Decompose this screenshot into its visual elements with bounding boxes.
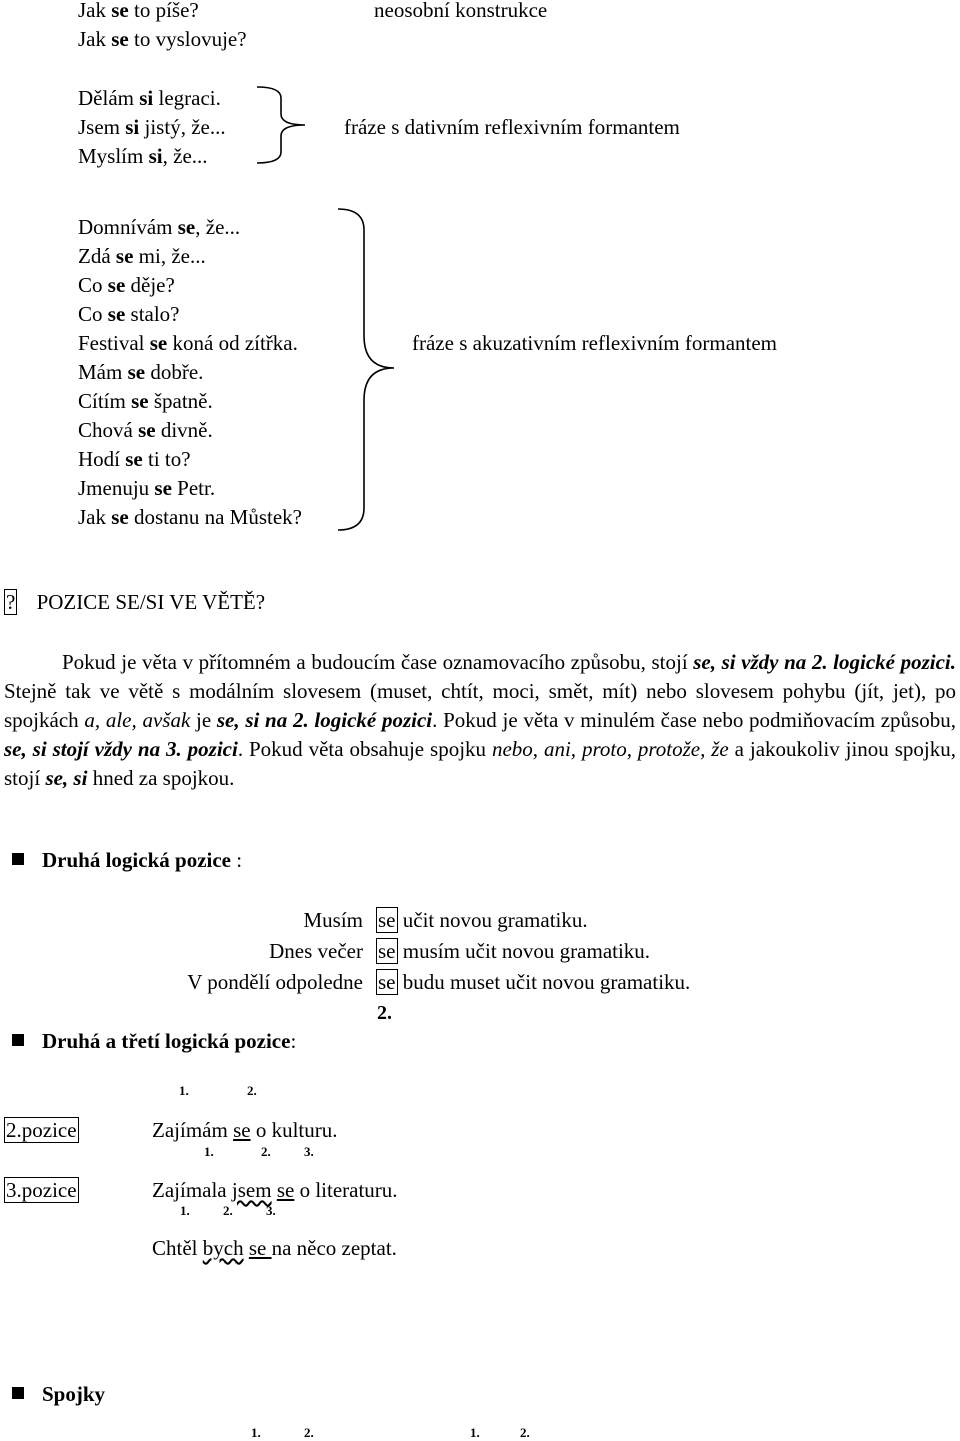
position-number: 2. [247,1083,257,1098]
example-line: Jsem si jistý, že... [78,115,226,139]
position-number: 2. [520,1425,530,1440]
position-number: 1. [470,1425,480,1440]
example-line: Myslím si, že... [78,144,208,168]
position-number: 1. [251,1425,261,1440]
example-line: Co se děje? [78,273,175,297]
example-line: Mám se dobře. [78,360,204,384]
example-line: Chová se divně. [78,418,213,442]
example-sentence: Chtěl bych se na něco zeptat. [152,1236,397,1260]
example-line: Festival se koná od zítřka. [78,331,298,355]
sentence-first-part: Musím [303,908,363,932]
sentence-rest: se musím učit novou gramatiku. [378,939,651,963]
pozice-heading: ? POZICE SE/SI VE VĚTĚ? [6,590,266,614]
example-line: Jak se to vyslovuje? [78,27,247,51]
example-line: Domnívám se, že... [78,215,241,239]
position-number: 2. [261,1144,271,1159]
position-number: 2. [304,1425,314,1440]
position-box-label: 2.pozice [6,1118,77,1142]
example-line: Zdá se mi, že... [78,244,206,268]
section-heading: Spojky [12,1380,105,1408]
example-line: Hodí se ti to? [78,447,191,471]
rules-paragraph: Pokud je věta v přítomném a budoucím čase oznamovacího způsobu, stojí se, si vždy na 2. logické pozici. Stejně tak ve větě s modálním slovesem (muset, chtít, moci, smět, mít) nebo slovesem pohybu (jít, jet), po spojkách a, ale, avšak je se, si na 2. logické pozici. Pokud je věta v minulém čase nebo podmiňovacím způsobu, se, si stojí vždy na 3. pozici. Pokud věta obsahuje spojku nebo, ani, proto, protože, že a jakoukoliv jinou spojku, stojí se, si hned za spojkou. [4,650,956,790]
bullet-square-icon [12,1387,24,1399]
position-number: 1. [179,1083,189,1098]
example-line: Cítím se špatně. [78,389,213,413]
akuzativ-label: fráze s akuzativním reflexivním formantem [412,331,778,355]
example-line: Jmenuju se Petr. [78,476,216,500]
right-brace [336,206,416,536]
position-number: 3. [304,1144,314,1159]
bullet-square-icon [12,1034,24,1046]
example-line: Dělám si legraci. [78,86,221,110]
sentence-rest: se učit novou gramatiku. [378,908,588,932]
position-number: 3. [266,1203,276,1218]
sentence-rest: se budu muset učit novou gramatiku. [378,970,691,994]
example-sentence: Zajímám se o kulturu. [152,1118,338,1142]
bullet-square-icon [12,853,24,865]
section-heading: Druhá a třetí logická pozice: [12,1027,296,1055]
example-line: Jak se to píše? [78,0,199,22]
position-number: 1. [204,1144,214,1159]
example-line: Jak se dostanu na Můstek? [78,505,302,529]
sentence-first-part: V pondělí odpoledne [187,970,363,994]
example-line: Co se stalo? [78,302,180,326]
position-number: 1. [180,1203,190,1218]
sentence-first-part: Dnes večer [269,939,363,963]
position-box-label: 3.pozice [6,1178,77,1202]
position-number: 2. [223,1203,233,1218]
section-heading: Druhá logická pozice : [12,846,242,874]
right-brace [255,84,315,166]
position-label: 2. [377,1002,392,1024]
example-sentence: Zajímala jsem se o literaturu. [152,1178,398,1202]
dativ-label: fráze s dativním reflexivním formantem [344,115,680,139]
question-mark-box: ? [6,590,16,614]
neosobni-label: neosobní konstrukce [374,0,548,22]
